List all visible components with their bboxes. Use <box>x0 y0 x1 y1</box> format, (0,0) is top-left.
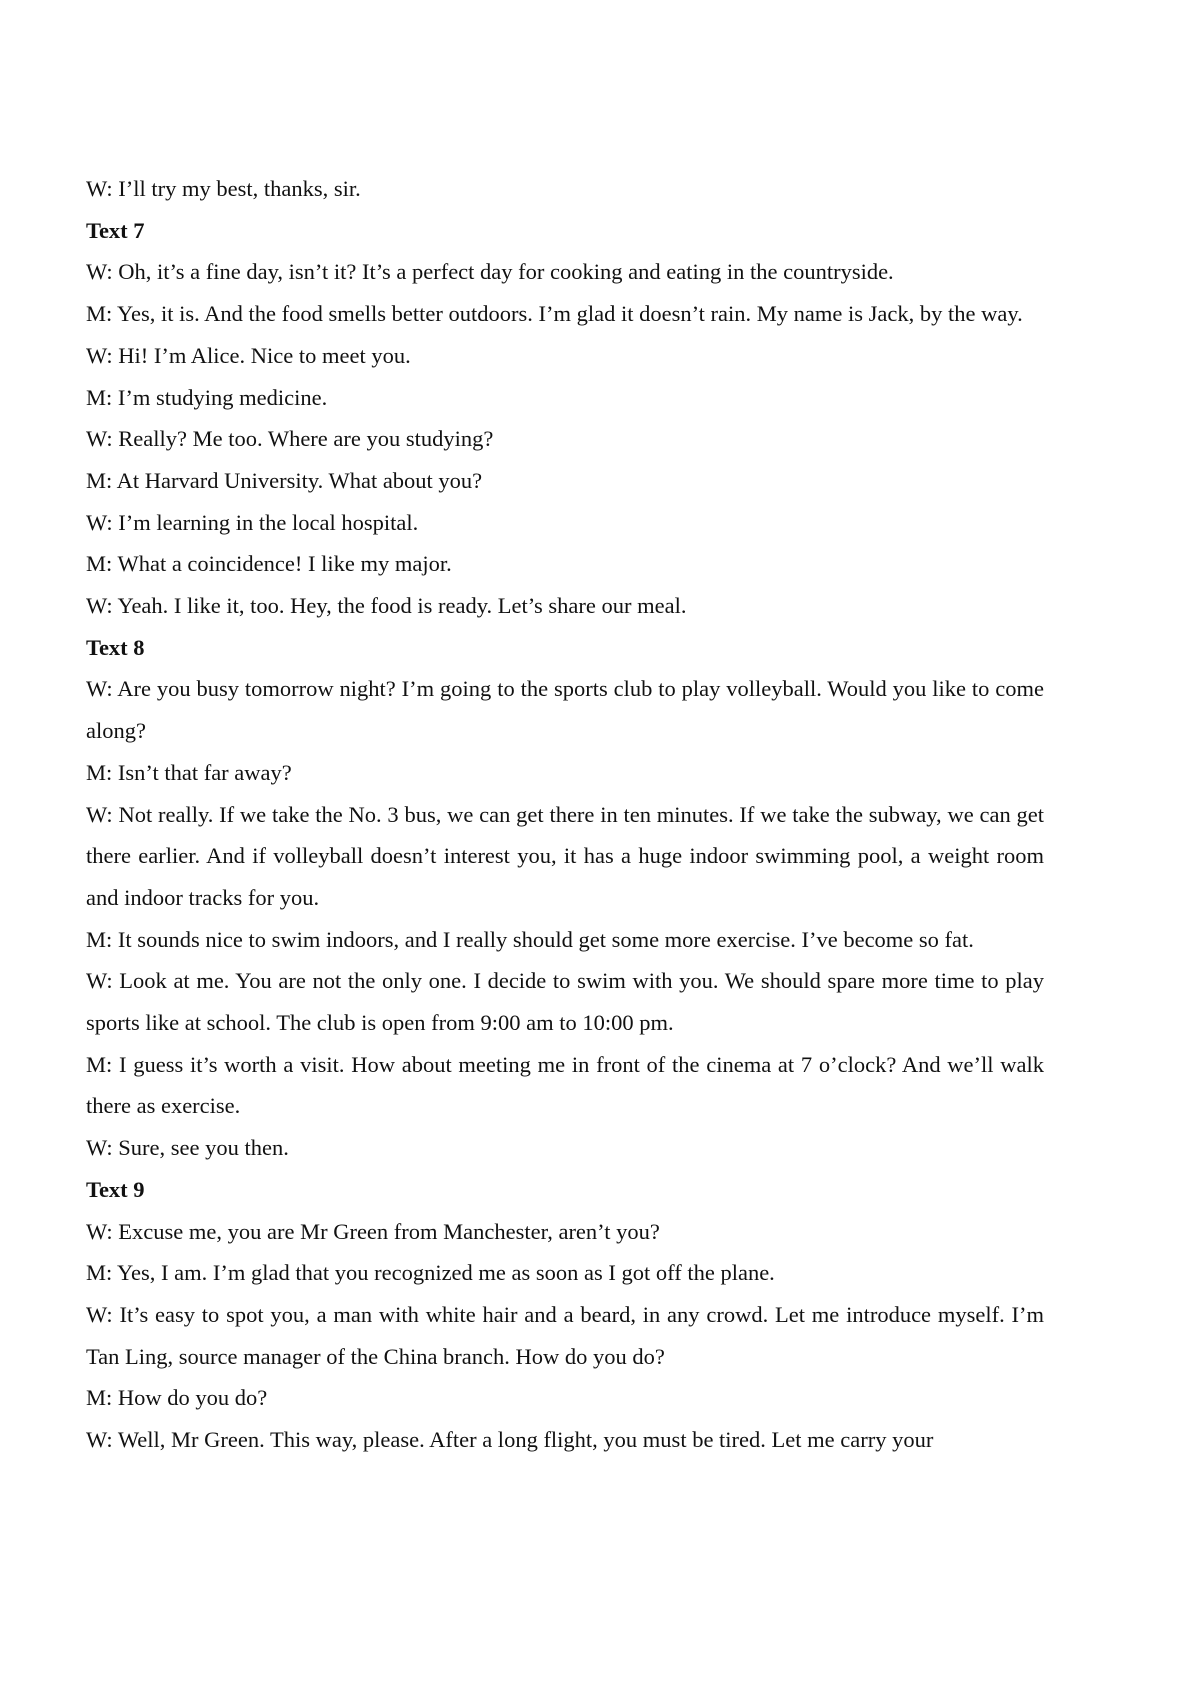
dialogue-line: W: Oh, it’s a fine day, isn’t it? It’s a perfect day for cooking and eating in the countryside. <box>86 259 894 285</box>
dialogue-line: M: At Harvard University. What about you? <box>86 467 483 493</box>
dialogue-line: M: How do you do? <box>86 1385 268 1411</box>
document-page <box>86 168 1044 1461</box>
dialogue-line: M: Yes, it is. And the food smells better outdoors. I’m glad it doesn’t rain. My name is Jack, by the way. <box>86 301 1023 327</box>
dialogue-line: W: Yeah. I like it, too. Hey, the food is ready. Let’s share our meal. <box>86 593 687 619</box>
dialogue-line: W: Excuse me, you are Mr Green from Manchester, aren’t you? <box>86 1218 660 1244</box>
dialogue-line: M: I’m studying medicine. <box>86 384 328 410</box>
dialogue-line: W: Well, Mr Green. This way, please. After a long flight, you must be tired. Let me carry your <box>86 1427 934 1453</box>
dialogue-line: M: Yes, I am. I’m glad that you recognized me as soon as I got off the plane. <box>86 1260 775 1286</box>
dialogue-line: W: Look at me. You are not the only one. I decide to swim with you. We should spare more time to play sports like at school. The club is open from 9:00 am to 10:00 pm. <box>86 968 1044 1036</box>
dialogue-line: W: Are you busy tomorrow night? I’m going to the sports club to play volleyball. Would you like to come along? <box>86 676 1044 744</box>
dialogue-line: M: It sounds nice to swim indoors, and I really should get some more exercise. I’ve become so fat. <box>86 926 974 952</box>
dialogue-line: W: Hi! I’m Alice. Nice to meet you. <box>86 342 411 368</box>
dialogue-line: M: I guess it’s worth a visit. How about meeting me in front of the cinema at 7 o’clock? And we’ll walk there as exercise. <box>86 1051 1044 1119</box>
dialogue-line: W: Really? Me too. Where are you studying? <box>86 426 494 452</box>
dialogue-line: W: Sure, see you then. <box>86 1135 289 1161</box>
dialogue-line: W: I’ll try my best, thanks, sir. <box>86 176 361 201</box>
section-heading: Text 9 <box>86 1176 145 1202</box>
dialogue-line: W: I’m learning in the local hospital. <box>86 509 419 535</box>
section-heading: Text 7 <box>86 217 145 243</box>
dialogue-line: W: It’s easy to spot you, a man with white hair and a beard, in any crowd. Let me introduce myself. I’m Tan Ling, source manager of the China branch. How do you do? <box>86 1301 1044 1369</box>
dialogue-line: M: Isn’t that far away? <box>86 759 292 785</box>
dialogue-line: M: What a coincidence! I like my major. <box>86 551 452 577</box>
dialogue-line: W: Not really. If we take the No. 3 bus, we can get there in ten minutes. If we take the subway, we can get there earlier. And if volleyball doesn’t interest you, it has a huge indoor swimming pool, a weight room and indoor tracks for you. <box>86 801 1044 910</box>
section-heading: Text 8 <box>86 634 145 660</box>
